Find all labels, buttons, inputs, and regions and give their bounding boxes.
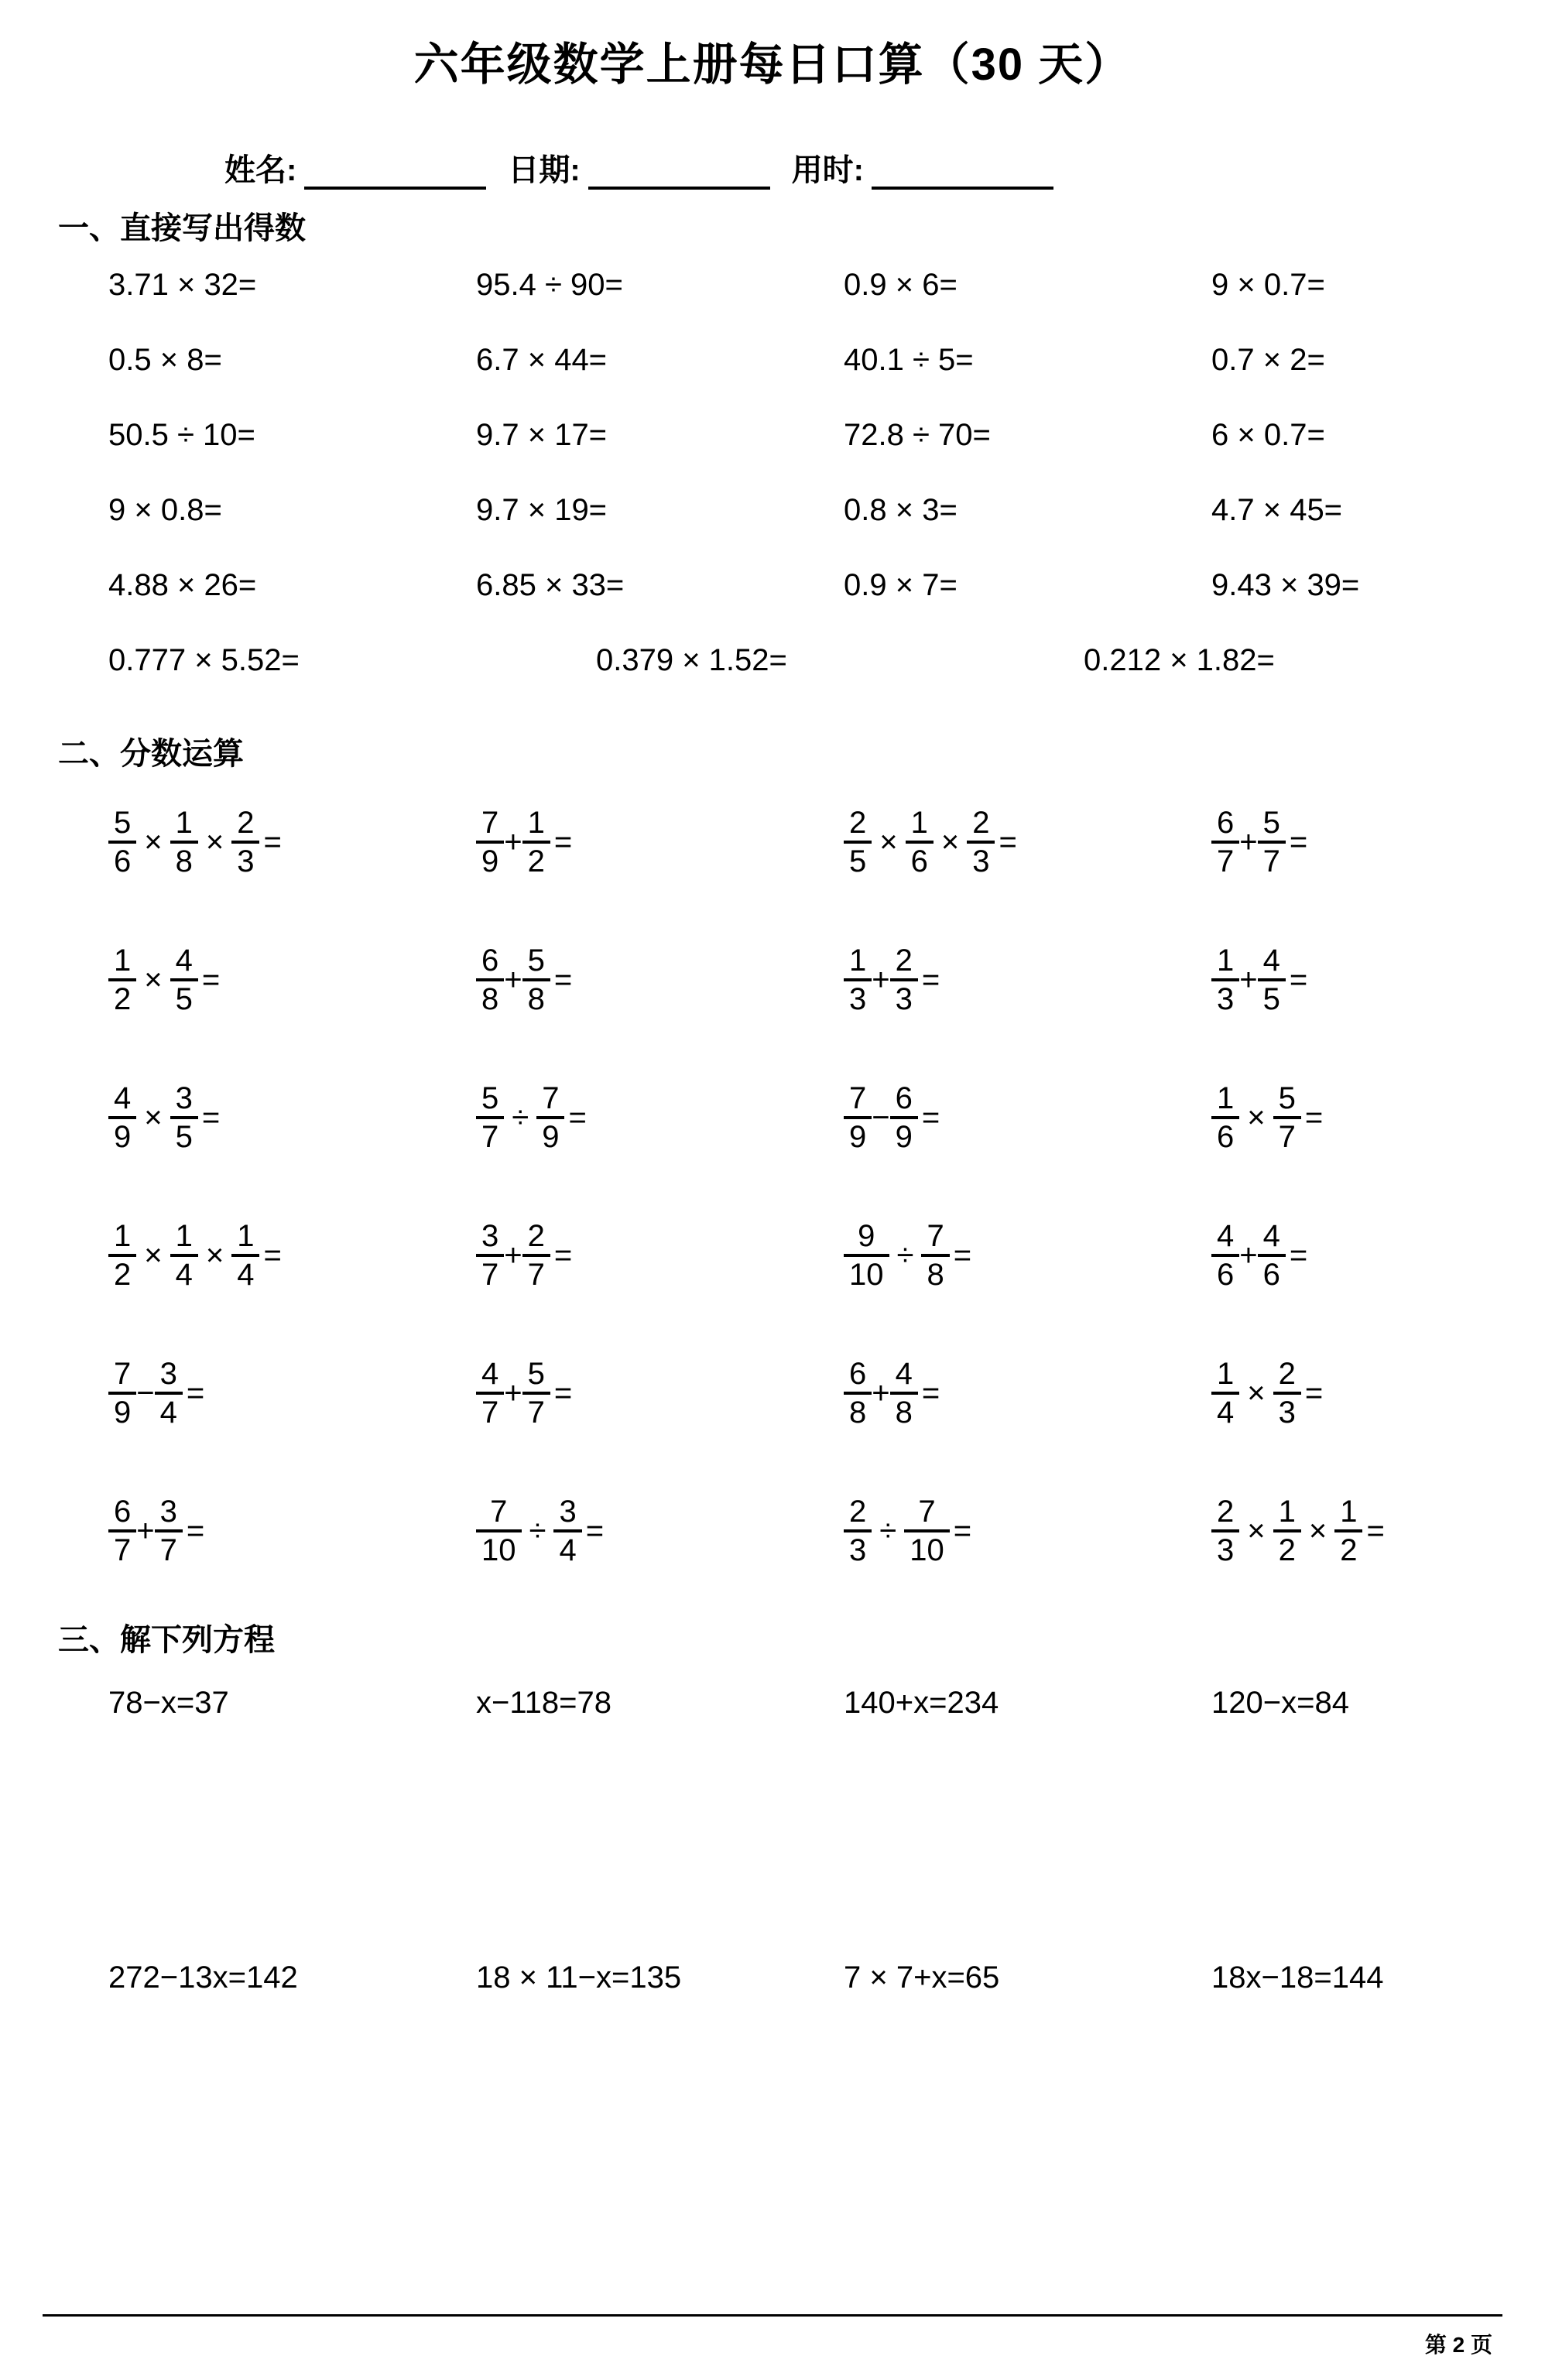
arithmetic-row bbox=[108, 323, 1545, 398]
operator: × bbox=[940, 824, 960, 859]
fraction bbox=[476, 805, 504, 879]
footer-divider bbox=[43, 2314, 1502, 2317]
operator: = bbox=[921, 962, 940, 997]
arithmetic-row bbox=[108, 398, 1545, 473]
fraction-numerator: 1 bbox=[114, 943, 132, 978]
arithmetic-problem: 6.85 × 33= bbox=[476, 568, 625, 602]
operator: − bbox=[136, 1375, 155, 1410]
fraction-numerator: 4 bbox=[1262, 943, 1280, 978]
fraction bbox=[522, 943, 550, 1017]
fraction-problem bbox=[108, 1218, 476, 1293]
equation-problem: 78−x=37 bbox=[108, 1686, 229, 1720]
fraction-denominator: 7 bbox=[527, 1395, 545, 1430]
fraction bbox=[1273, 1080, 1301, 1155]
fraction-numerator: 2 bbox=[1278, 1357, 1296, 1391]
fraction-denominator: 7 bbox=[481, 1258, 499, 1292]
fraction-denominator: 10 bbox=[910, 1533, 944, 1567]
fraction-numerator: 6 bbox=[895, 1081, 913, 1115]
operator: = bbox=[201, 962, 221, 997]
fraction-denominator: 4 bbox=[175, 1258, 193, 1292]
fraction-problem bbox=[1211, 1494, 1545, 1568]
fraction-denominator: 8 bbox=[895, 1395, 913, 1430]
fraction-numerator: 6 bbox=[1217, 806, 1235, 840]
fraction bbox=[108, 1080, 136, 1155]
fraction bbox=[1258, 805, 1286, 879]
section1-grid bbox=[108, 248, 1545, 698]
operator: = bbox=[953, 1513, 972, 1548]
operator: = bbox=[553, 824, 573, 859]
operator: × bbox=[144, 824, 163, 859]
operator: × bbox=[1308, 1513, 1327, 1548]
fraction-numerator: 5 bbox=[114, 806, 132, 840]
fraction-denominator: 7 bbox=[1278, 1120, 1296, 1154]
fraction-problem bbox=[844, 1218, 1211, 1293]
fraction-numerator: 7 bbox=[481, 806, 499, 840]
operator: + bbox=[504, 962, 522, 997]
fraction-denominator: 5 bbox=[175, 1120, 193, 1154]
operator: = bbox=[186, 1375, 205, 1410]
equation-problem: 18x−18=144 bbox=[1211, 1961, 1384, 1995]
fraction-denominator: 3 bbox=[895, 982, 913, 1016]
fraction-denominator: 2 bbox=[527, 844, 545, 878]
fraction-problem bbox=[476, 943, 844, 1017]
fraction-problem bbox=[108, 1356, 476, 1430]
fraction-denominator: 2 bbox=[114, 982, 132, 1016]
fraction bbox=[844, 1218, 889, 1293]
operator: = bbox=[585, 1513, 605, 1548]
fraction-numerator: 1 bbox=[175, 806, 193, 840]
fraction-denominator: 6 bbox=[910, 844, 928, 878]
fraction bbox=[536, 1080, 564, 1155]
section2-grid bbox=[108, 773, 1545, 1600]
fraction-numerator: 3 bbox=[481, 1219, 499, 1253]
operator: × bbox=[1247, 1513, 1266, 1548]
fraction-numerator: 6 bbox=[481, 943, 499, 978]
fraction-problem bbox=[844, 1080, 1211, 1155]
fraction bbox=[844, 805, 872, 879]
fraction bbox=[1211, 805, 1239, 879]
fraction-numerator: 7 bbox=[849, 1081, 867, 1115]
fraction-problem bbox=[844, 943, 1211, 1017]
fraction-row bbox=[108, 1462, 1545, 1600]
fraction bbox=[476, 1218, 504, 1293]
fraction-numerator: 5 bbox=[1262, 806, 1280, 840]
date-blank bbox=[588, 154, 770, 190]
fraction-denominator: 9 bbox=[114, 1120, 132, 1154]
operator: = bbox=[999, 824, 1017, 859]
fraction-numerator: 6 bbox=[849, 1357, 867, 1391]
operator: = bbox=[553, 962, 573, 997]
fraction bbox=[890, 1356, 918, 1430]
fraction bbox=[1273, 1494, 1301, 1568]
fraction bbox=[170, 1080, 198, 1155]
fraction-denominator: 6 bbox=[114, 844, 132, 878]
fraction-problem bbox=[108, 805, 476, 879]
fraction-denominator: 8 bbox=[527, 982, 545, 1016]
name-field bbox=[224, 146, 486, 190]
fraction-numerator: 1 bbox=[237, 1219, 255, 1253]
fraction-denominator: 9 bbox=[849, 1120, 867, 1154]
fraction-numerator: 4 bbox=[1262, 1219, 1280, 1253]
arithmetic-problem: 4.88 × 26= bbox=[108, 568, 257, 602]
fraction-numerator: 7 bbox=[490, 1495, 508, 1529]
fraction bbox=[844, 1080, 872, 1155]
fraction bbox=[1334, 1494, 1362, 1568]
fraction-denominator: 7 bbox=[159, 1533, 177, 1567]
fraction bbox=[231, 1218, 259, 1293]
fraction-numerator: 9 bbox=[858, 1219, 875, 1253]
fraction bbox=[1211, 1356, 1239, 1430]
fraction-numerator: 1 bbox=[1278, 1495, 1296, 1529]
fraction-denominator: 7 bbox=[1262, 844, 1280, 878]
section1-heading: 一、直接写出得数 bbox=[58, 211, 306, 245]
fraction bbox=[231, 805, 259, 879]
fraction-numerator: 4 bbox=[481, 1357, 499, 1391]
fraction-numerator: 7 bbox=[927, 1219, 944, 1253]
equation-problem: 7 × 7+x=65 bbox=[844, 1961, 1000, 1995]
fraction bbox=[108, 1356, 136, 1430]
operator: = bbox=[186, 1513, 205, 1548]
fraction-problem bbox=[1211, 805, 1545, 879]
arithmetic-problem: 0.9 × 6= bbox=[844, 268, 957, 302]
operator: + bbox=[1239, 962, 1258, 997]
fraction-numerator: 7 bbox=[918, 1495, 936, 1529]
name-blank bbox=[304, 154, 486, 190]
fraction-denominator: 3 bbox=[972, 844, 990, 878]
operator: + bbox=[504, 824, 522, 859]
time-label: 用时: bbox=[791, 153, 864, 187]
fraction-denominator: 10 bbox=[481, 1533, 516, 1567]
equation-row bbox=[108, 1686, 1545, 1721]
operator: = bbox=[568, 1100, 587, 1135]
arithmetic-problem: 0.8 × 3= bbox=[844, 493, 957, 527]
fraction-numerator: 3 bbox=[175, 1081, 193, 1115]
arithmetic-problem: 9.7 × 19= bbox=[476, 493, 608, 527]
fraction-denominator: 6 bbox=[1217, 1120, 1235, 1154]
fraction-denominator: 5 bbox=[1262, 982, 1280, 1016]
fraction bbox=[844, 1356, 872, 1430]
equation-problem: 120−x=84 bbox=[1211, 1686, 1349, 1720]
name-label: 姓名: bbox=[224, 153, 297, 187]
fraction-denominator: 2 bbox=[1278, 1533, 1296, 1567]
fraction bbox=[890, 943, 918, 1017]
fraction-denominator: 9 bbox=[895, 1120, 913, 1154]
arithmetic-problem: 4.7 × 45= bbox=[1211, 493, 1343, 527]
arithmetic-problem: 9.43 × 39= bbox=[1211, 568, 1360, 602]
fraction-denominator: 3 bbox=[849, 1533, 867, 1567]
fraction bbox=[1211, 943, 1239, 1017]
equation-problem: 272−13x=142 bbox=[108, 1961, 298, 1995]
operator: × bbox=[879, 824, 898, 859]
fraction bbox=[1211, 1494, 1239, 1568]
fraction bbox=[1211, 1080, 1239, 1155]
fraction bbox=[1211, 1218, 1239, 1293]
operator: = bbox=[263, 1238, 282, 1272]
arithmetic-problem: 0.212 × 1.82= bbox=[1084, 643, 1275, 677]
operator: × bbox=[205, 824, 224, 859]
operator: + bbox=[872, 1375, 890, 1410]
fraction bbox=[844, 943, 872, 1017]
fraction-numerator: 2 bbox=[1217, 1495, 1235, 1529]
fraction-numerator: 4 bbox=[114, 1081, 132, 1115]
fraction bbox=[108, 943, 136, 1017]
fraction bbox=[1258, 1218, 1286, 1293]
fraction-numerator: 2 bbox=[895, 943, 913, 978]
operator: + bbox=[872, 962, 890, 997]
arithmetic-problem: 72.8 ÷ 70= bbox=[844, 418, 991, 452]
fraction-problem bbox=[476, 1356, 844, 1430]
fraction-denominator: 4 bbox=[559, 1533, 577, 1567]
fraction-denominator: 8 bbox=[481, 982, 499, 1016]
page-title: 六年级数学上册每日口算（30 天） bbox=[413, 39, 1132, 90]
fraction-denominator: 5 bbox=[175, 982, 193, 1016]
arithmetic-row bbox=[108, 473, 1545, 548]
fraction-problem bbox=[108, 1494, 476, 1568]
operator: = bbox=[201, 1100, 221, 1135]
section3-heading: 三、解下列方程 bbox=[58, 1623, 275, 1657]
operator: = bbox=[1289, 962, 1308, 997]
operator: = bbox=[1304, 1375, 1324, 1410]
fraction-numerator: 3 bbox=[159, 1357, 177, 1391]
fraction-denominator: 8 bbox=[927, 1258, 944, 1292]
fraction bbox=[967, 805, 995, 879]
fraction-denominator: 3 bbox=[1278, 1395, 1296, 1430]
operator: × bbox=[205, 1238, 224, 1272]
fraction bbox=[155, 1494, 183, 1568]
date-label: 日期: bbox=[508, 153, 581, 187]
fraction-problem bbox=[476, 805, 844, 879]
section2-heading: 二、分数运算 bbox=[58, 737, 244, 771]
fraction-numerator: 2 bbox=[237, 806, 255, 840]
arithmetic-problem: 9 × 0.7= bbox=[1211, 268, 1325, 302]
arithmetic-problem: 0.9 × 7= bbox=[844, 568, 957, 602]
fraction-numerator: 5 bbox=[527, 943, 545, 978]
fraction-numerator: 1 bbox=[1217, 943, 1235, 978]
fraction bbox=[108, 805, 136, 879]
fraction bbox=[170, 1218, 198, 1293]
operator: − bbox=[872, 1100, 890, 1135]
fraction-numerator: 1 bbox=[1217, 1357, 1235, 1391]
fraction-problem bbox=[1211, 1080, 1545, 1155]
fraction-denominator: 4 bbox=[1217, 1395, 1235, 1430]
fraction-problem bbox=[1211, 943, 1545, 1017]
arithmetic-problem: 50.5 ÷ 10= bbox=[108, 418, 255, 452]
fraction-denominator: 7 bbox=[481, 1120, 499, 1154]
operator: × bbox=[144, 1100, 163, 1135]
operator: × bbox=[144, 1238, 163, 1272]
fraction-problem bbox=[844, 805, 1211, 879]
fraction bbox=[522, 1218, 550, 1293]
fraction-numerator: 4 bbox=[1217, 1219, 1235, 1253]
fraction-numerator: 1 bbox=[1217, 1081, 1235, 1115]
operator: = bbox=[921, 1100, 940, 1135]
fraction-row bbox=[108, 911, 1545, 1049]
arithmetic-problem: 95.4 ÷ 90= bbox=[476, 268, 623, 302]
operator: ÷ bbox=[529, 1513, 546, 1548]
fraction-problem bbox=[476, 1494, 844, 1568]
operator: × bbox=[1247, 1375, 1266, 1410]
date-field bbox=[508, 146, 769, 190]
fraction-denominator: 7 bbox=[481, 1395, 499, 1430]
fraction-numerator: 4 bbox=[175, 943, 193, 978]
equation-problem: 140+x=234 bbox=[844, 1686, 999, 1720]
equation-problem: x−118=78 bbox=[476, 1686, 611, 1720]
equation-row bbox=[108, 1961, 1545, 1995]
fraction-denominator: 6 bbox=[1262, 1258, 1280, 1292]
fraction-numerator: 1 bbox=[910, 806, 928, 840]
fraction bbox=[522, 1356, 550, 1430]
fraction-problem bbox=[844, 1356, 1211, 1430]
fraction-denominator: 7 bbox=[1217, 844, 1235, 878]
arithmetic-problem: 0.379 × 1.52= bbox=[596, 643, 787, 677]
arithmetic-row bbox=[108, 623, 1545, 698]
fraction-problem bbox=[1211, 1218, 1545, 1293]
operator: × bbox=[144, 962, 163, 997]
fraction bbox=[522, 805, 550, 879]
fraction-row bbox=[108, 1187, 1545, 1324]
fraction-numerator: 1 bbox=[849, 943, 867, 978]
header-fields bbox=[224, 146, 1545, 190]
operator: + bbox=[504, 1238, 522, 1272]
fraction-denominator: 2 bbox=[114, 1258, 132, 1292]
arithmetic-problem: 0.777 × 5.52= bbox=[108, 643, 300, 677]
fraction-row bbox=[108, 1324, 1545, 1462]
fraction-denominator: 7 bbox=[527, 1258, 545, 1292]
arithmetic-problem: 6.7 × 44= bbox=[476, 343, 608, 377]
fraction bbox=[108, 1218, 136, 1293]
arithmetic-problem: 9.7 × 17= bbox=[476, 418, 608, 452]
fraction-problem bbox=[108, 943, 476, 1017]
fraction bbox=[906, 805, 934, 879]
time-field bbox=[792, 146, 1053, 190]
time-blank bbox=[872, 154, 1053, 190]
operator: = bbox=[553, 1238, 573, 1272]
operator: ÷ bbox=[512, 1100, 529, 1135]
fraction-row bbox=[108, 773, 1545, 911]
operator: = bbox=[263, 824, 282, 859]
fraction bbox=[921, 1218, 949, 1293]
fraction-denominator: 10 bbox=[849, 1258, 884, 1292]
fraction-numerator: 2 bbox=[527, 1219, 545, 1253]
operator: + bbox=[1239, 1238, 1258, 1272]
operator: × bbox=[1247, 1100, 1266, 1135]
fraction bbox=[108, 1494, 136, 1568]
fraction-numerator: 4 bbox=[895, 1357, 913, 1391]
fraction-numerator: 1 bbox=[114, 1219, 132, 1253]
operator: = bbox=[1289, 1238, 1308, 1272]
fraction-denominator: 4 bbox=[159, 1395, 177, 1430]
fraction-denominator: 9 bbox=[481, 844, 499, 878]
fraction-numerator: 3 bbox=[559, 1495, 577, 1529]
fraction bbox=[476, 1356, 504, 1430]
fraction-numerator: 2 bbox=[972, 806, 990, 840]
fraction-denominator: 3 bbox=[849, 982, 867, 1016]
arithmetic-problem: 40.1 ÷ 5= bbox=[844, 343, 974, 377]
fraction-problem bbox=[476, 1080, 844, 1155]
fraction-numerator: 5 bbox=[1278, 1081, 1296, 1115]
fraction-denominator: 3 bbox=[1217, 982, 1235, 1016]
section3-grid bbox=[108, 1686, 1545, 1995]
fraction-numerator: 1 bbox=[175, 1219, 193, 1253]
arithmetic-row bbox=[108, 548, 1545, 623]
fraction-row bbox=[108, 1049, 1545, 1187]
fraction-denominator: 2 bbox=[1340, 1533, 1358, 1567]
fraction bbox=[1273, 1356, 1301, 1430]
arithmetic-problem: 0.5 × 8= bbox=[108, 343, 222, 377]
fraction-numerator: 1 bbox=[527, 806, 545, 840]
fraction-numerator: 5 bbox=[481, 1081, 499, 1115]
fraction-denominator: 8 bbox=[175, 844, 193, 878]
fraction-problem bbox=[844, 1494, 1211, 1568]
fraction-numerator: 2 bbox=[849, 806, 867, 840]
fraction-numerator: 2 bbox=[849, 1495, 867, 1529]
fraction bbox=[476, 1080, 504, 1155]
operator: = bbox=[1304, 1100, 1324, 1135]
operator: ÷ bbox=[879, 1513, 897, 1548]
fraction-numerator: 7 bbox=[114, 1357, 132, 1391]
operator: ÷ bbox=[896, 1238, 914, 1272]
fraction-denominator: 4 bbox=[237, 1258, 255, 1292]
fraction-numerator: 7 bbox=[542, 1081, 560, 1115]
fraction-denominator: 8 bbox=[849, 1395, 867, 1430]
operator: = bbox=[553, 1375, 573, 1410]
arithmetic-problem: 6 × 0.7= bbox=[1211, 418, 1325, 452]
fraction-problem bbox=[108, 1080, 476, 1155]
operator: + bbox=[1239, 824, 1258, 859]
fraction-denominator: 3 bbox=[237, 844, 255, 878]
fraction bbox=[844, 1494, 872, 1568]
fraction-numerator: 3 bbox=[159, 1495, 177, 1529]
fraction bbox=[904, 1494, 950, 1568]
fraction bbox=[476, 1494, 522, 1568]
arithmetic-problem: 0.7 × 2= bbox=[1211, 343, 1325, 377]
fraction bbox=[553, 1494, 581, 1568]
fraction bbox=[1258, 943, 1286, 1017]
arithmetic-row bbox=[108, 248, 1545, 323]
fraction-numerator: 6 bbox=[114, 1495, 132, 1529]
arithmetic-problem: 9 × 0.8= bbox=[108, 493, 222, 527]
fraction-denominator: 5 bbox=[849, 844, 867, 878]
page-number-label: 第 2 页 bbox=[1424, 2333, 1492, 2357]
operator: = bbox=[921, 1375, 940, 1410]
fraction-numerator: 1 bbox=[1340, 1495, 1358, 1529]
fraction-numerator: 5 bbox=[527, 1357, 545, 1391]
fraction bbox=[476, 943, 504, 1017]
operator: + bbox=[136, 1513, 155, 1548]
fraction-denominator: 9 bbox=[542, 1120, 560, 1154]
operator: = bbox=[1289, 824, 1308, 859]
fraction bbox=[170, 805, 198, 879]
operator: = bbox=[1366, 1513, 1385, 1548]
fraction bbox=[170, 943, 198, 1017]
operator: = bbox=[953, 1238, 972, 1272]
fraction bbox=[155, 1356, 183, 1430]
fraction-denominator: 7 bbox=[114, 1533, 132, 1567]
arithmetic-problem: 3.71 × 32= bbox=[108, 268, 257, 302]
fraction-denominator: 9 bbox=[114, 1395, 132, 1430]
fraction-denominator: 3 bbox=[1217, 1533, 1235, 1567]
fraction bbox=[890, 1080, 918, 1155]
fraction-denominator: 6 bbox=[1217, 1258, 1235, 1292]
fraction-problem bbox=[476, 1218, 844, 1293]
fraction-problem bbox=[1211, 1356, 1545, 1430]
equation-problem: 18 × 11−x=135 bbox=[476, 1961, 682, 1995]
operator: + bbox=[504, 1375, 522, 1410]
